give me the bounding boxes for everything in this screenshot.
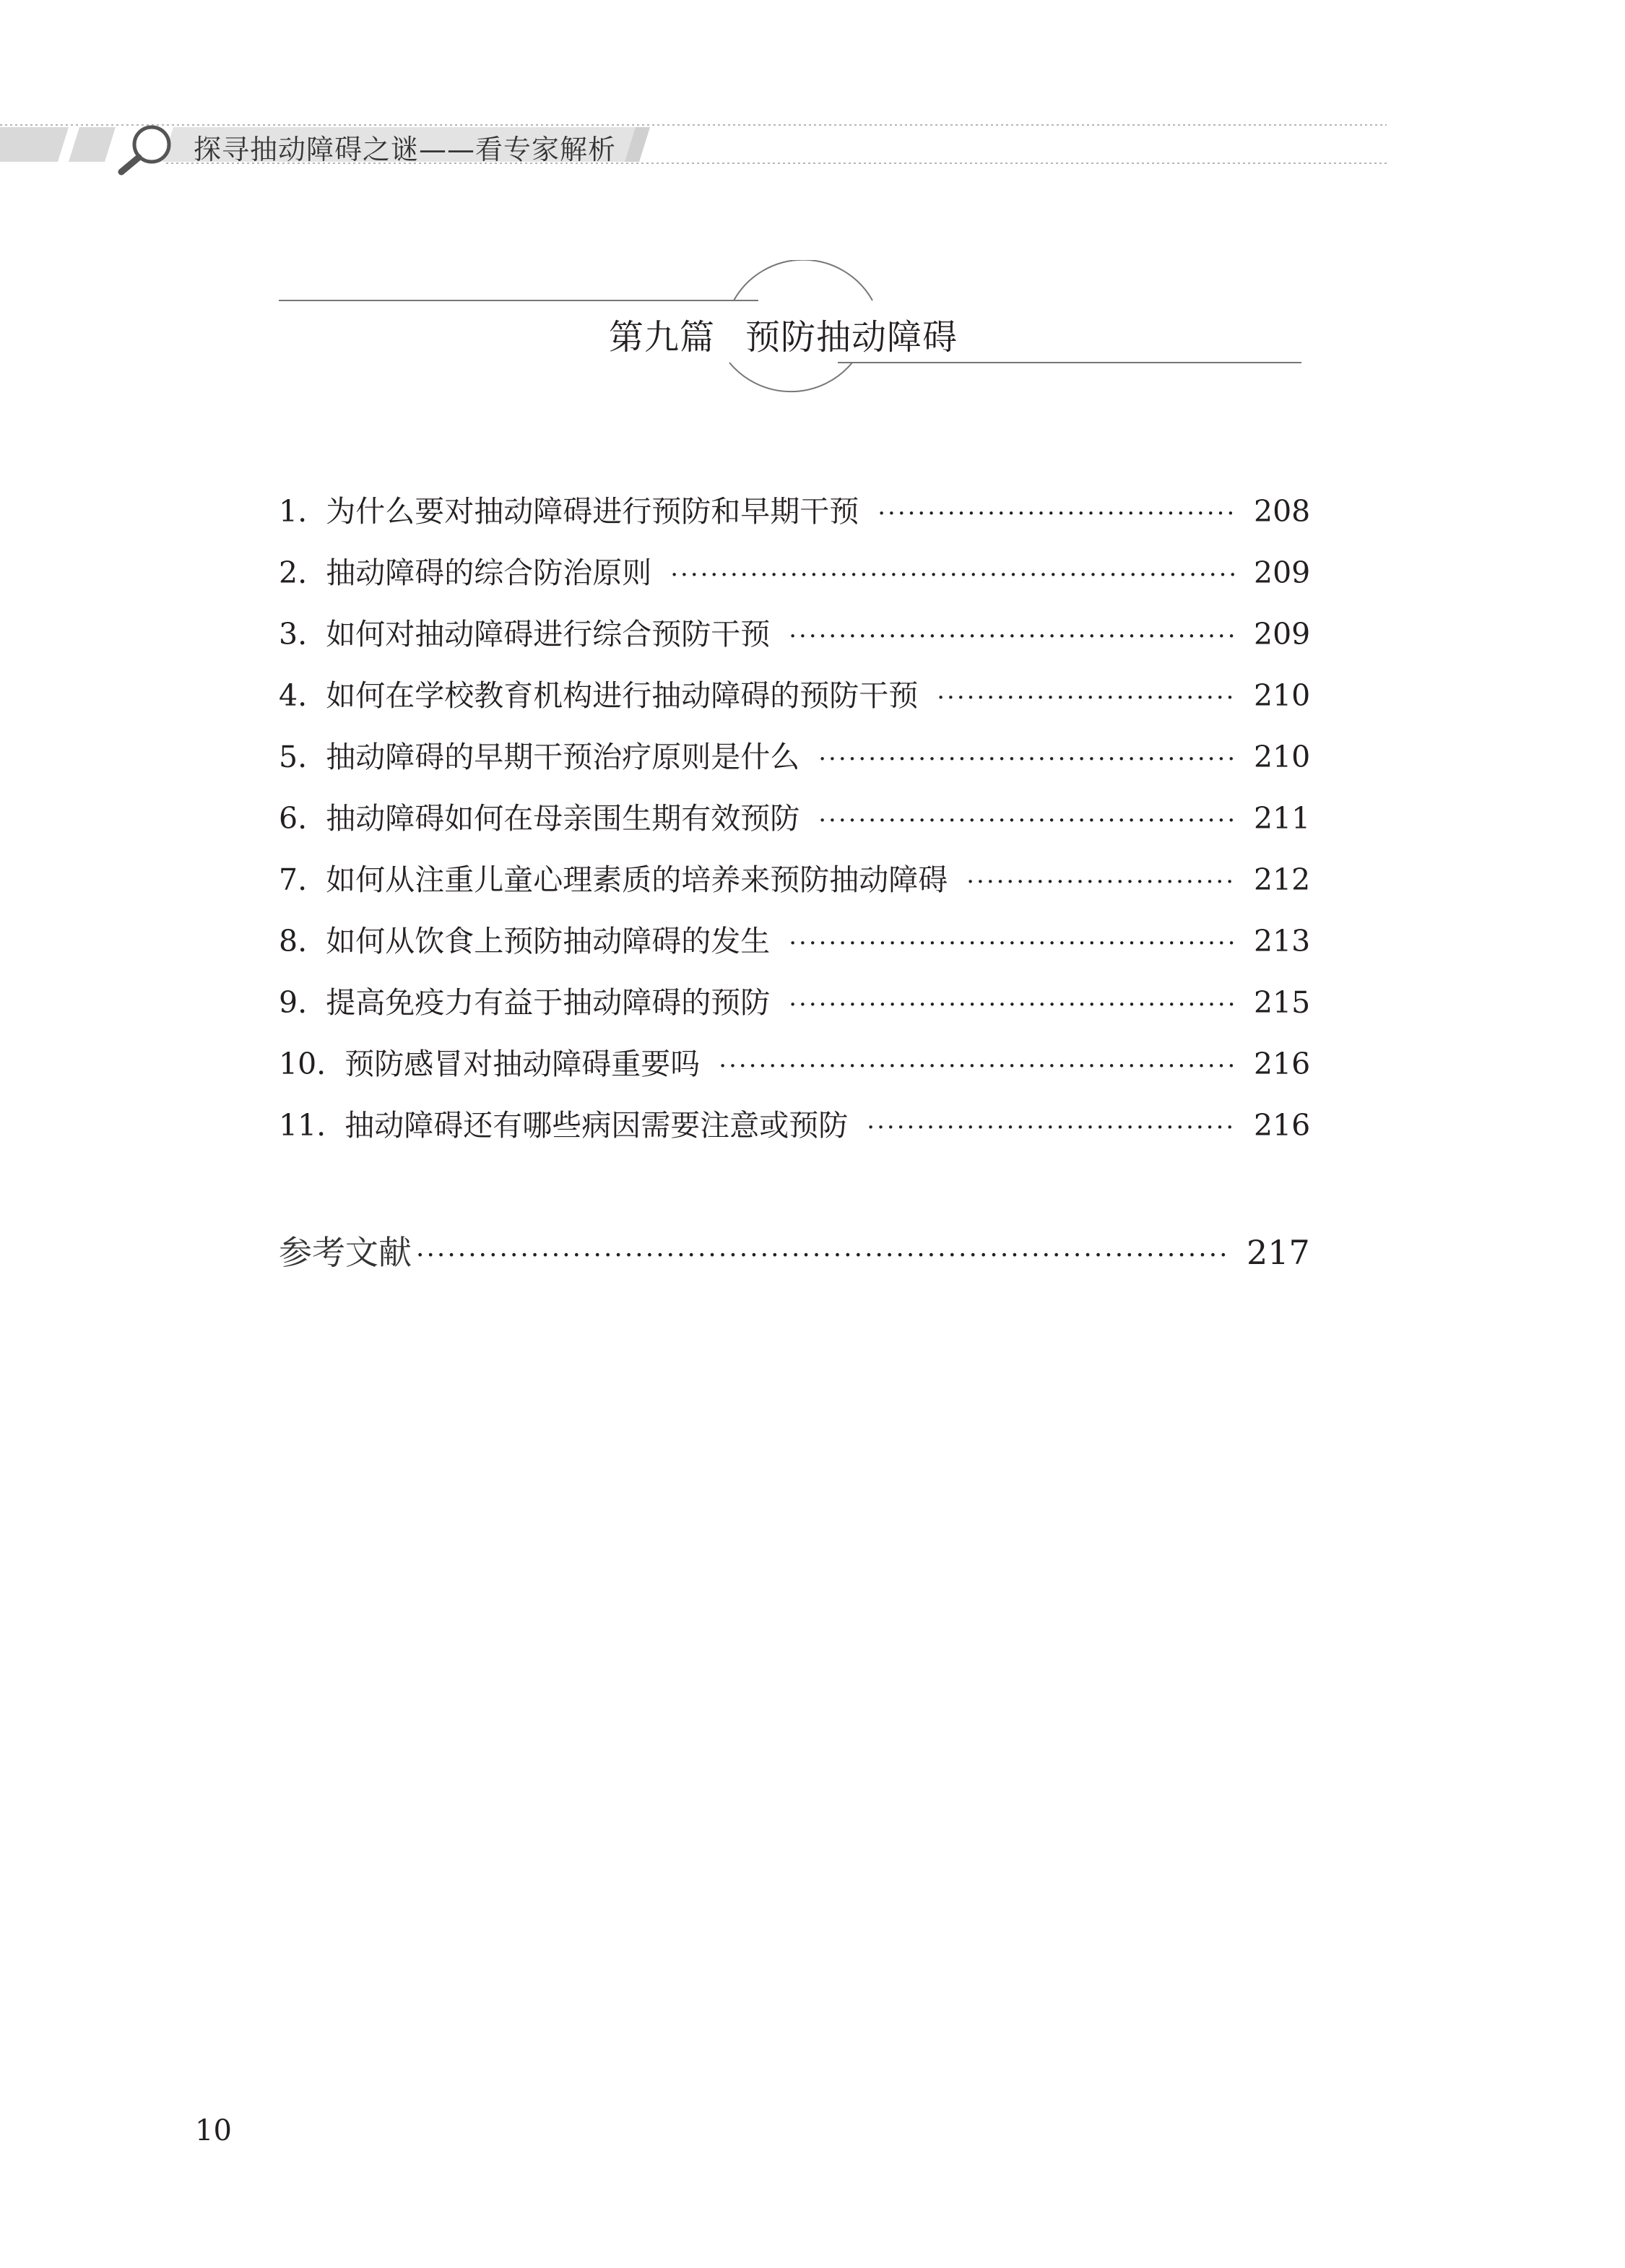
toc-entry[interactable] <box>279 675 1311 737</box>
toc-entry-page: 213 <box>1254 924 1311 958</box>
toc-entry-title: 如何在学校教育机构进行抽动障碍的预防干预 <box>326 678 919 713</box>
toc-entry-number: 11. <box>279 1108 326 1143</box>
toc-entry[interactable] <box>279 798 1311 860</box>
dot-leader <box>719 1046 1238 1086</box>
toc-entry-number: 10. <box>279 1047 326 1081</box>
toc-entry[interactable] <box>279 921 1311 982</box>
toc-entry-page: 209 <box>1254 617 1311 652</box>
magnifier-icon <box>114 121 179 176</box>
dot-leader <box>878 493 1238 534</box>
running-header-title: 探寻抽动障碍之谜——看专家解析 <box>194 134 617 165</box>
toc-entry-number: 1. <box>279 494 308 529</box>
section-title-text: 预防抽动障碍 <box>745 317 958 358</box>
toc-entry-title: 为什么要对抽动障碍进行预防和早期干预 <box>326 494 859 529</box>
toc-entry-title: 如何对抽动障碍进行综合预防干预 <box>326 617 771 652</box>
dot-leader <box>867 1107 1238 1148</box>
toc-entry-title: 提高免疫力有益于抽动障碍的预防 <box>326 985 771 1020</box>
toc-entry-number: 7. <box>279 862 308 897</box>
toc-entry-title: 抽动障碍的综合防治原则 <box>326 555 652 590</box>
toc-entry-page: 216 <box>1254 1108 1311 1143</box>
dot-leader <box>789 616 1238 657</box>
table-of-contents <box>279 491 1311 1167</box>
toc-entry-title: 抽动障碍如何在母亲围生期有效预防 <box>326 801 800 836</box>
toc-entry-title: 抽动障碍还有哪些病因需要注意或预防 <box>344 1108 849 1143</box>
dot-leader <box>966 862 1238 902</box>
toc-references-entry[interactable] <box>279 1229 1310 1279</box>
toc-entry-number: 4. <box>279 678 308 713</box>
toc-entry-number: 9. <box>279 985 308 1020</box>
toc-entry-page: 215 <box>1254 985 1311 1020</box>
toc-entry[interactable] <box>279 553 1311 614</box>
toc-entry-number: 5. <box>279 740 308 774</box>
toc-entry-page: 211 <box>1254 801 1311 836</box>
section-title <box>609 309 958 359</box>
toc-entry-page: 210 <box>1254 740 1311 774</box>
toc-entry-page: 212 <box>1254 862 1311 897</box>
toc-entry[interactable] <box>279 982 1311 1044</box>
page-number: 10 <box>195 2114 232 2147</box>
toc-entry[interactable] <box>279 1105 1311 1167</box>
toc-entry-number: 6. <box>279 801 308 836</box>
toc-entry[interactable] <box>279 737 1311 798</box>
toc-entry[interactable] <box>279 1044 1311 1105</box>
toc-entry-title: 预防感冒对抽动障碍重要吗 <box>344 1047 701 1081</box>
toc-entry-number: 8. <box>279 924 308 958</box>
dot-leader <box>789 984 1238 1025</box>
dot-leader <box>818 739 1238 779</box>
toc-entry-page: 209 <box>1254 555 1311 590</box>
dot-leader <box>937 678 1238 718</box>
toc-entry-page: 208 <box>1254 494 1311 529</box>
toc-entry-title: 如何从注重儿童心理素质的培养来预防抽动障碍 <box>326 862 948 897</box>
dot-leader <box>789 923 1238 964</box>
section-part-label: 第九篇 <box>609 317 716 358</box>
toc-entry-page: 216 <box>1254 1047 1311 1081</box>
dot-leader <box>818 800 1238 841</box>
toc-entry[interactable] <box>279 491 1311 553</box>
references-page: 217 <box>1247 1233 1310 1272</box>
dot-leader <box>670 555 1238 595</box>
toc-entry-page: 210 <box>1254 678 1311 713</box>
toc-entry-title: 如何从饮食上预防抽动障碍的发生 <box>326 924 771 958</box>
toc-entry-number: 2. <box>279 555 308 590</box>
toc-entry[interactable] <box>279 860 1311 921</box>
toc-entry-number: 3. <box>279 617 308 652</box>
references-title: 参考文献 <box>279 1233 412 1272</box>
dot-leader <box>416 1233 1229 1279</box>
toc-entry-title: 抽动障碍的早期干预治疗原则是什么 <box>326 740 800 774</box>
toc-entry[interactable] <box>279 614 1311 675</box>
